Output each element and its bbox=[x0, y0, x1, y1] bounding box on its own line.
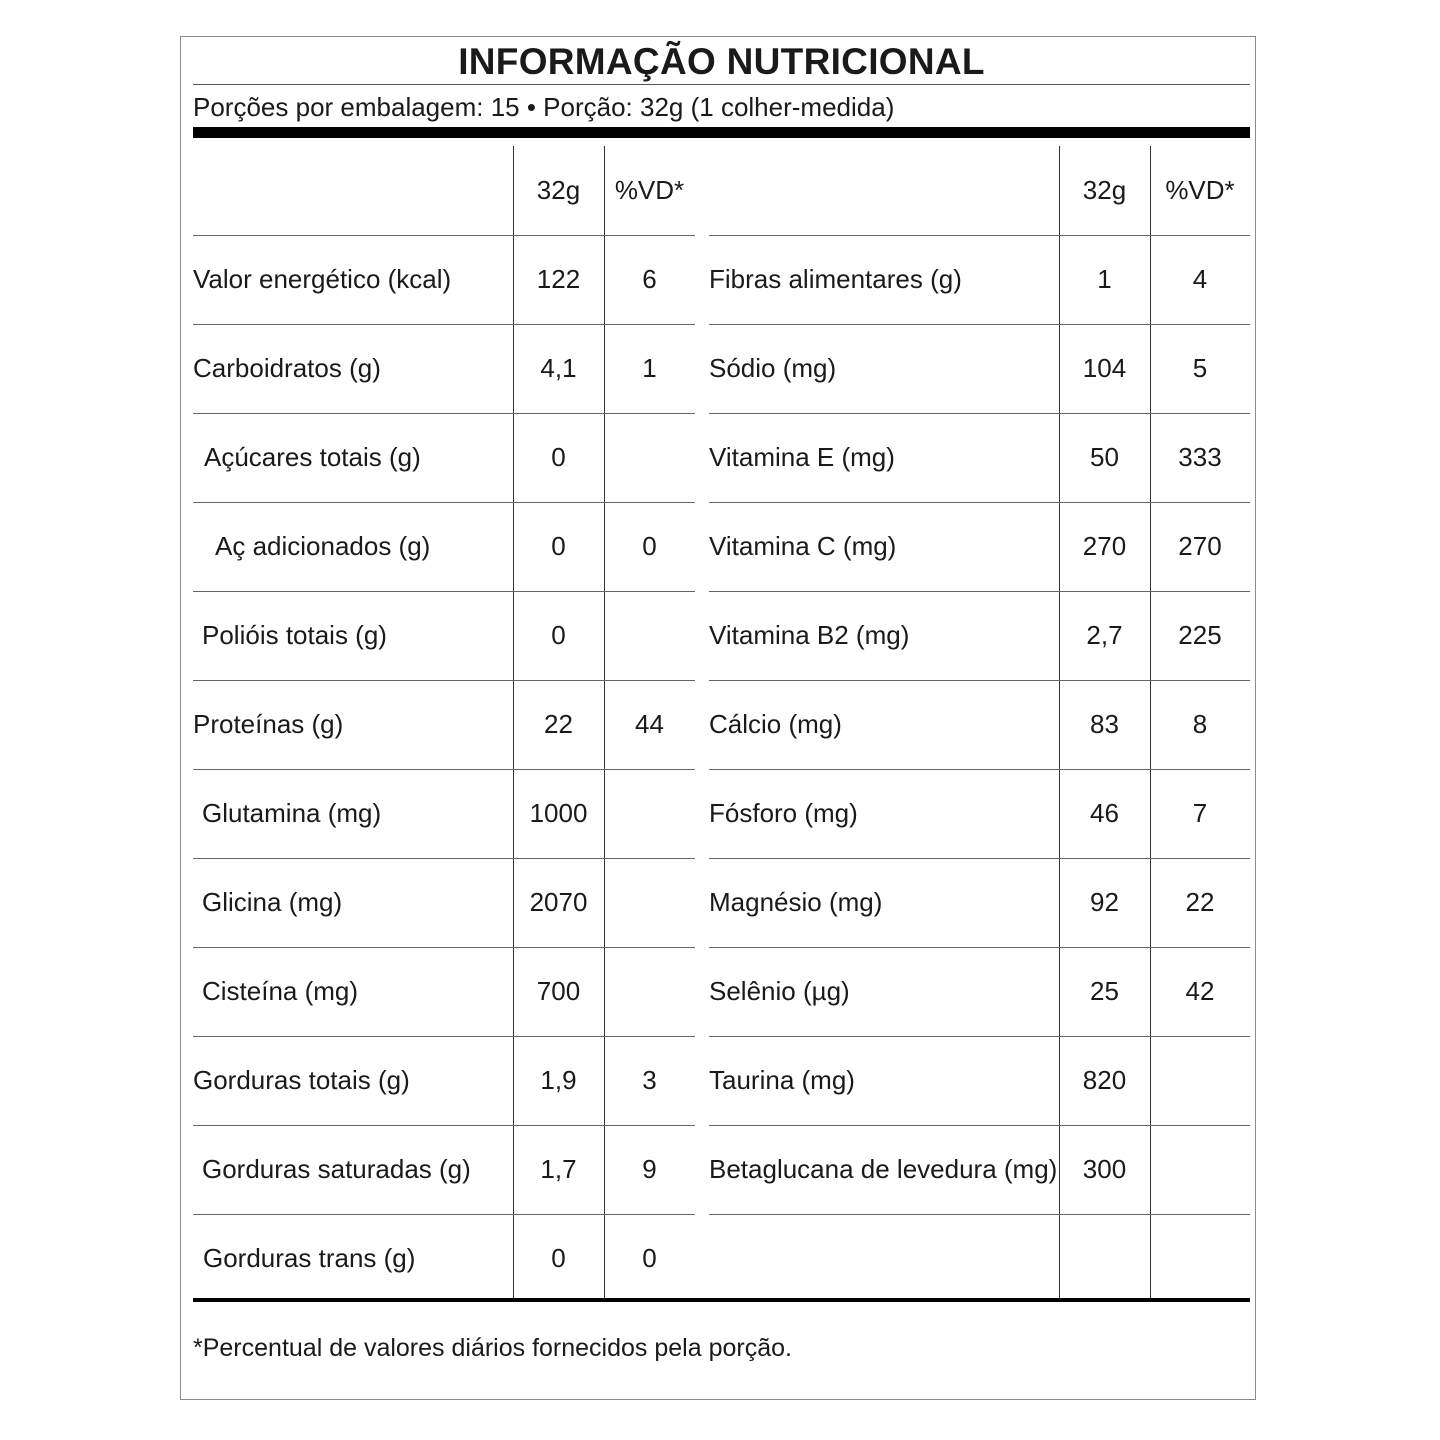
nutrient-daily-value: 1 bbox=[642, 353, 657, 383]
nutrient-amount bbox=[1059, 1214, 1150, 1303]
nutrient-name: Betaglucana de levedura (mg) bbox=[709, 1154, 1058, 1184]
nutrient-daily-value bbox=[604, 413, 695, 502]
nutrient-daily-value: 4 bbox=[1192, 264, 1208, 294]
nutrient-daily-value: 44 bbox=[635, 709, 664, 739]
nutrient-amount: 50 bbox=[1090, 442, 1119, 472]
footnote: *Percentual de valores diários fornecidos pela porção. bbox=[193, 1334, 792, 1362]
nutrient-daily-value bbox=[604, 769, 695, 858]
nutrient-name: Carboidratos (g) bbox=[193, 353, 381, 383]
nutrient-name: Gorduras saturadas (g) bbox=[202, 1154, 471, 1184]
nutrient-amount: 4,1 bbox=[540, 353, 577, 383]
nutrient-amount: 1 bbox=[1097, 264, 1112, 294]
nutrient-amount: 700 bbox=[536, 976, 581, 1006]
nutrient-amount: 104 bbox=[1082, 353, 1127, 383]
nutrient-name: Gorduras trans (g) bbox=[203, 1243, 416, 1273]
header-dv: %VD* bbox=[1165, 175, 1235, 205]
nutrient-daily-value: 225 bbox=[1178, 620, 1222, 650]
nutrient-name: Fósforo (mg) bbox=[709, 798, 858, 828]
nutrient-name: Proteínas (g) bbox=[193, 709, 344, 739]
nutrient-name: Glutamina (mg) bbox=[202, 798, 382, 828]
nutrient-daily-value bbox=[604, 947, 695, 1036]
bottom-divider bbox=[193, 1298, 1250, 1302]
nutrient-name: Vitamina C (mg) bbox=[709, 531, 897, 561]
nutrient-amount: 25 bbox=[1090, 976, 1119, 1006]
nutrient-daily-value bbox=[604, 858, 695, 947]
nutrient-name: Polióis totais (g) bbox=[202, 620, 387, 650]
nutrient-daily-value bbox=[604, 591, 695, 680]
nutrient-name: Sódio (mg) bbox=[709, 353, 837, 383]
nutrient-daily-value: 5 bbox=[1192, 353, 1208, 383]
nutrient-name: Valor energético (kcal) bbox=[193, 264, 452, 294]
nutrient-amount: 270 bbox=[1082, 531, 1127, 561]
nutrient-amount: 92 bbox=[1090, 887, 1119, 917]
nutrient-name: Gorduras totais (g) bbox=[193, 1065, 410, 1095]
label-title: INFORMAÇÃO NUTRICIONAL bbox=[458, 41, 985, 82]
nutrient-daily-value: 0 bbox=[642, 1243, 657, 1273]
nutrient-daily-value: 270 bbox=[1178, 531, 1222, 561]
nutrient-name: Vitamina E (mg) bbox=[709, 442, 895, 472]
nutrient-amount: 0 bbox=[551, 531, 566, 561]
nutrient-amount: 2070 bbox=[529, 887, 588, 917]
nutrient-name: Cisteína (mg) bbox=[202, 976, 359, 1006]
nutrient-daily-value bbox=[1150, 1036, 1250, 1125]
nutrient-name: Fibras alimentares (g) bbox=[709, 264, 962, 294]
nutrient-amount: 300 bbox=[1082, 1154, 1127, 1184]
nutrient-name: Aç adicionados (g) bbox=[215, 531, 431, 561]
nutrient-name: Taurina (mg) bbox=[709, 1065, 855, 1095]
nutrient-daily-value: 333 bbox=[1178, 442, 1222, 472]
nutrient-daily-value: 6 bbox=[642, 264, 657, 294]
header-amount: 32g bbox=[536, 175, 581, 205]
nutrient-amount: 83 bbox=[1090, 709, 1119, 739]
thick-divider bbox=[193, 127, 1250, 138]
nutrient-name: Selênio (µg) bbox=[709, 976, 850, 1006]
nutrient-daily-value bbox=[1150, 1125, 1250, 1214]
nutrient-amount: 122 bbox=[536, 264, 581, 294]
nutrient-name: Vitamina B2 (mg) bbox=[709, 620, 910, 650]
nutrient-amount: 22 bbox=[544, 709, 573, 739]
title-divider bbox=[193, 84, 1250, 85]
nutrient-amount: 2,7 bbox=[1086, 620, 1123, 650]
nutrient-daily-value: 42 bbox=[1185, 976, 1215, 1006]
nutrient-daily-value bbox=[1150, 1214, 1250, 1303]
nutrient-name: Magnésio (mg) bbox=[709, 887, 883, 917]
nutrient-amount: 1000 bbox=[529, 798, 588, 828]
nutrient-name: Glicina (mg) bbox=[202, 887, 343, 917]
header-amount: 32g bbox=[1082, 175, 1127, 205]
nutrient-amount: 820 bbox=[1082, 1065, 1127, 1095]
nutrient-amount: 46 bbox=[1090, 798, 1119, 828]
nutrient-name: Cálcio (mg) bbox=[709, 709, 842, 739]
nutrient-daily-value: 9 bbox=[642, 1154, 657, 1184]
nutrient-amount: 0 bbox=[551, 442, 566, 472]
nutrient-daily-value: 8 bbox=[1192, 709, 1208, 739]
header-dv: %VD* bbox=[614, 175, 685, 205]
nutrient-name: Açúcares totais (g) bbox=[204, 442, 421, 472]
nutrient-daily-value: 3 bbox=[642, 1065, 657, 1095]
nutrient-amount: 1,7 bbox=[540, 1154, 577, 1184]
nutrient-amount: 0 bbox=[551, 1243, 566, 1273]
nutrient-daily-value: 22 bbox=[1185, 887, 1215, 917]
nutrient-daily-value: 7 bbox=[1192, 798, 1208, 828]
nutrient-daily-value: 0 bbox=[642, 531, 657, 561]
nutrient-amount: 0 bbox=[551, 620, 566, 650]
serving-info: Porções por embalagem: 15 • Porção: 32g (1 colher-medida) bbox=[193, 92, 895, 122]
nutrient-amount: 1,9 bbox=[540, 1065, 577, 1095]
